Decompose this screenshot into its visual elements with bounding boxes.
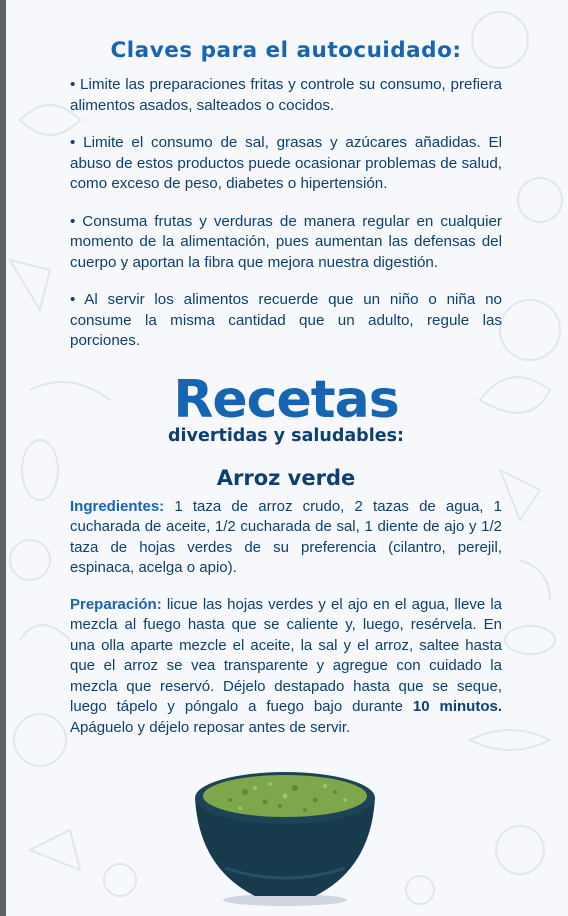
recetas-subtitle: divertidas y saludables: bbox=[168, 425, 404, 446]
recipe-title: Arroz verde bbox=[216, 465, 356, 490]
content-column bbox=[70, 38, 502, 754]
preparation-paragraph bbox=[70, 595, 502, 739]
claves-item-2: • Limite el consumo de sal, grasas y azúcares añadidas. El abuso de estos productos puede ocasionar problemas de salud, como exceso de peso, diabetes o hipertensión. bbox=[70, 134, 502, 192]
ingredients-paragraph bbox=[70, 497, 502, 579]
preparation-time: 10 minutos. bbox=[412, 698, 502, 715]
preparation-end: Apáguelo y déjelo reposar antes de servir. bbox=[70, 718, 351, 736]
green-rice-bowl-icon bbox=[185, 758, 385, 908]
claves-item-1: • Limite las preparaciones fritas y controle su consumo, prefiera alimentos asados, salteados o cocidos. bbox=[70, 76, 502, 114]
preparation-text: licue las hojas verdes y el ajo en el agua, lleve la mezcla al fuego hasta que se caliente y, luego, resérvela. En una olla aparte mezcle el aceite, la sal y el arroz, saltee hasta que el arroz se vea transparente y agregue con cuidado la mezcla que reservó. Déjelo destapado hasta que se seque, luego tápelo y póngalo a fuego bajo durante bbox=[70, 595, 502, 715]
ingredients-text: 1 taza de arroz crudo, 2 tazas de agua, 1 cucharada de aceite, 1/2 cucharada de sal, 1 diente de ajo y 1/2 taza de hojas verdes de su preferencia (cilantro, perejil, espinaca, acelga o apio). bbox=[70, 497, 502, 576]
claves-item-4: • Al servir los alimentos recuerde que un niño o niña no consume la misma cantidad que un adulto, regule las porciones. bbox=[70, 291, 502, 349]
recetas-title: Recetas bbox=[173, 369, 399, 430]
ingredients-label: Ingredientes: bbox=[70, 497, 165, 515]
claves-item-3: • Consuma frutas y verduras de manera regular en cualquier momento de la alimentación, pues aumentan las defensas del cuerpo y aportan la fibra que mejora nuestra digestión. bbox=[70, 212, 502, 271]
preparation-label: Preparación: bbox=[70, 595, 162, 613]
claves-title: Claves para el autocuidado: bbox=[110, 38, 462, 63]
